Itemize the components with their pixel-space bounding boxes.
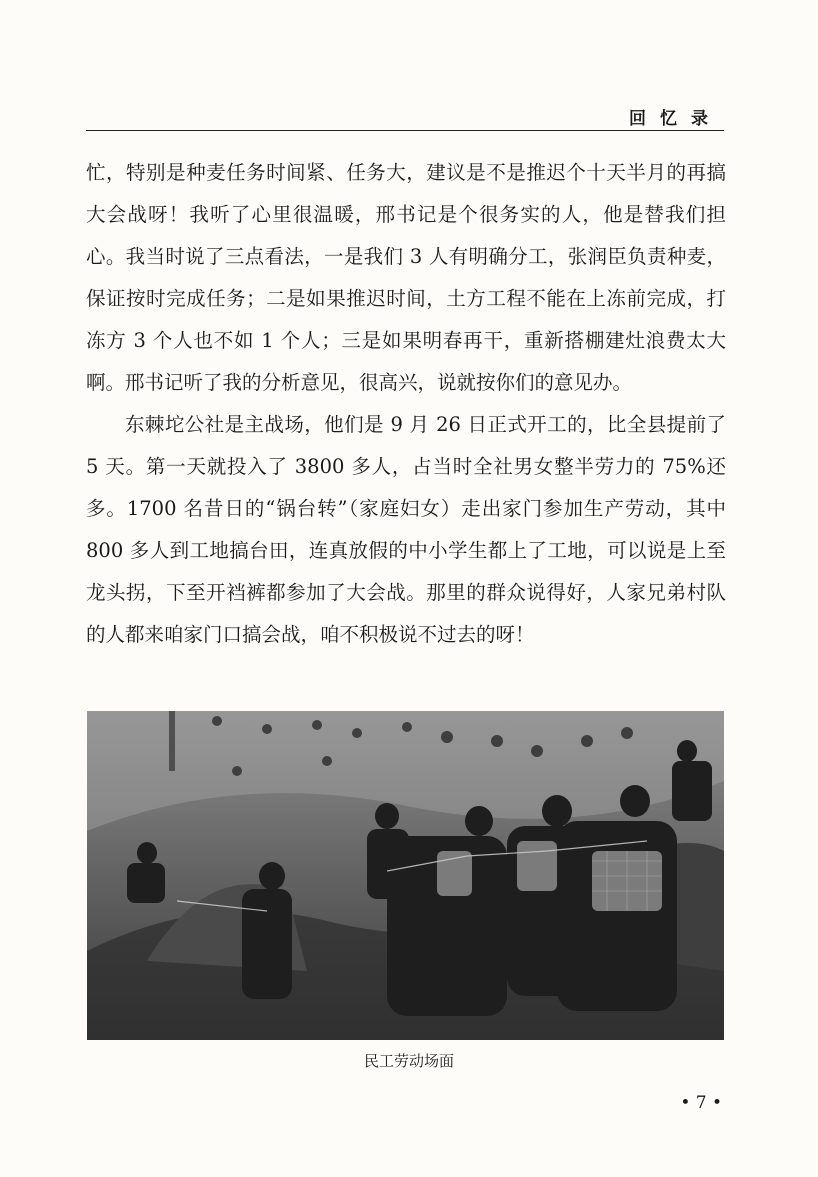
paragraph-continued: 忙，特别是种麦任务时间紧、任务大，建议是不是推迟个十天半月的再搞大会战呀！我听了心里很温暖，邢书记是个很务实的人，他是替我们担心。我当时说了三点看法，一是我们 3 人有明确分工，张润臣负责种麦，保证按时完成任务；二是如果推迟时间，土方工程不能在上冻前完成，打冻方 3 个人也不如 1 个人；三是如果明春再干，重新搭棚建灶浪费太大啊。邢书记听了我的分析意见，很高兴，说就按你们的意见办。 <box>86 161 726 394</box>
body-text <box>86 152 726 656</box>
photo-caption: 民工劳动场面 <box>363 1052 454 1070</box>
paragraph-dongjituo: 东棘坨公社是主战场，他们是 9 月 26 日正式开工的，比全县提前了 5 天。第一天就投入了 3800 多人，占当时全社男女整半劳力的 75%还多。1700 名昔日的“锅台转”（家庭妇女）走出家门参加生产劳动，其中 800 多人到工地搞台田，连真放假的中小学生都上了工地，可以说是上至龙头拐，下至开裆裤都参加了大会战。那里的群众说得好，人家兄弟村队的人都来咱家门口搞会战，咱不积极说不过去的呀！ <box>86 413 726 646</box>
page-number: • 7 • <box>680 1093 722 1113</box>
workers-photo <box>87 711 724 1040</box>
header-title: 回忆录 <box>629 109 722 129</box>
running-header <box>86 100 724 131</box>
